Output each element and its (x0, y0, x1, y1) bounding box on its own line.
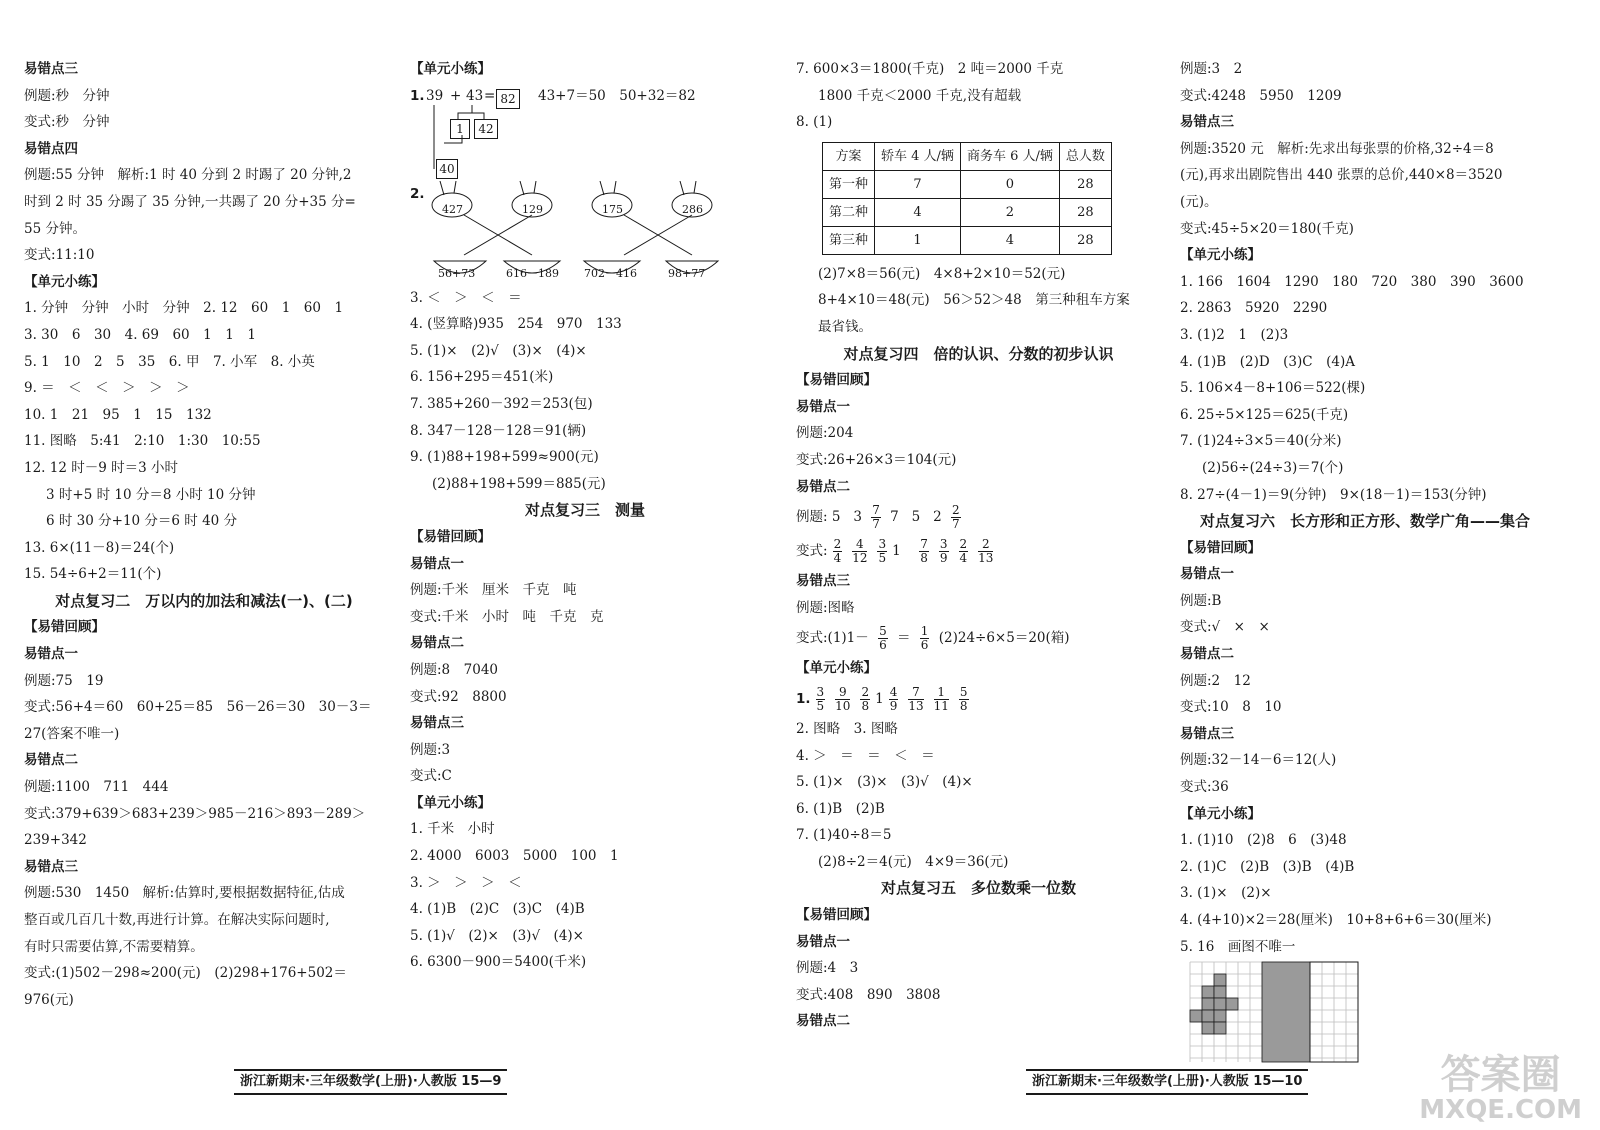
answer-line: 15. 54÷6+2＝11(个) (24, 566, 162, 583)
answer-line: 例题:2 12 (1180, 672, 1251, 689)
answer-column-4 (1180, 56, 1550, 1070)
section-heading: 易错点三 (1180, 114, 1234, 131)
answer-line: (2)7×8＝56(元) 4×8+2×10＝52(元) (818, 265, 1066, 282)
answer-line: 6. 156+295＝451(米) (410, 369, 554, 386)
answer-line: 5. 16 画图不唯一 (1180, 938, 1296, 955)
fraction: $\frac{5}{6}$ (879, 624, 887, 653)
section-heading: 【单元小练】 (796, 660, 877, 677)
question-number: 2. (410, 185, 425, 202)
answer-line: 6. (1)B (2)B (796, 800, 885, 817)
answer-line: 变式:C (410, 768, 452, 785)
section-heading: 易错点一 (1180, 566, 1234, 583)
table-cell: 28 (1059, 226, 1111, 254)
answer-column-3 (796, 56, 1161, 1035)
answer-line: 变式:26+26×3＝104(元) (796, 451, 957, 468)
answer-line: 例题:8 7040 (410, 661, 498, 678)
section-heading: 易错点一 (24, 646, 78, 663)
addend-b: 43 (466, 87, 484, 104)
table-cell: 28 (1059, 198, 1111, 226)
question-number: 1. (796, 690, 811, 707)
answer-line: 变式:408 890 3808 (796, 986, 941, 1003)
step-box-3: 40 (436, 159, 458, 179)
bunny-label-2: 129 (522, 202, 543, 216)
step-box-2: 42 (474, 119, 498, 139)
section-heading: 易错点一 (796, 933, 850, 950)
equals-sign: ＝ (897, 630, 911, 647)
unit-fractions-line (796, 682, 1161, 716)
table-row (823, 198, 1112, 226)
answer-value: 5 (831, 509, 841, 526)
carrot-label-1: 56+73 (438, 266, 476, 280)
answer-line: (元)。 (1180, 193, 1218, 210)
table-cell: 第三种 (823, 226, 875, 254)
answer-line: 变式:56+4＝60 60+25＝85 56－26＝30 30－3＝ (24, 699, 372, 716)
answer-column-1 (24, 56, 384, 1013)
variant-fractions-line (796, 534, 1161, 568)
section-heading: 【易错回顾】 (24, 619, 105, 636)
section-heading: 【单元小练】 (1180, 805, 1261, 822)
answer-line: 7. 600×3＝1800(千克) 2 吨＝2000 千克 (796, 61, 1064, 77)
answer-line: 9. (1)88+198+599≈900(元) (410, 449, 599, 466)
fraction: $\frac{7}{8}$ (920, 537, 928, 566)
answer-line: 6 时 30 分+10 分＝6 时 40 分 (46, 513, 238, 530)
answer-line: 8. 27÷(4－1)＝9(分钟) 9×(18－1)＝153(分钟) (1180, 486, 1487, 503)
example-label: 例题: (796, 509, 828, 526)
answer-line: 6. 6300－900＝5400(千米) (410, 954, 587, 971)
fraction: $\frac{4}{9}$ (889, 684, 898, 713)
answer-line: 3 时+5 时 10 分＝8 小时 10 分钟 (46, 486, 256, 503)
section-heading: 易错点三 (24, 858, 78, 875)
answer-line: 8+4×10＝48(元) 56＞52＞48 第三种租车方案 (818, 292, 1130, 309)
answer-column-2 (410, 56, 760, 976)
answer-line: 时到 2 时 35 分踢了 35 分钟,一共踢了 20 分+35 分= (24, 193, 356, 210)
answer-line: 8. (1) (796, 114, 833, 131)
answer-line: 7. (1)40÷8＝5 (796, 827, 892, 844)
step-box-1: 1 (450, 119, 470, 139)
answer-line: 11. 图略 5:41 2:10 1:30 10:55 (24, 433, 261, 450)
answer-line: 变式:10 8 10 (1180, 699, 1282, 716)
answer-line: 3. ＞ ＞ ＞ ＜ (410, 874, 522, 891)
answer-line: 2. 2863 5920 2290 (1180, 300, 1328, 317)
section-heading: 【易错回顾】 (410, 528, 491, 545)
answer-line: 10. 1 21 95 1 15 132 (24, 406, 212, 423)
answer-line: 4. ＞ ＝ ＝ ＜ ＝ (796, 747, 935, 764)
fraction: $\frac{7}{13}$ (908, 684, 924, 713)
table-cell: 第二种 (823, 198, 875, 226)
bunny-matching-figure (410, 181, 760, 285)
plus-sign: + (450, 87, 462, 104)
section-heading: 【易错回顾】 (796, 372, 877, 389)
table-header-cell: 轿车 4 人/辆 (875, 142, 961, 170)
answer-line: 变式:秒 分钟 (24, 114, 110, 131)
answer-line: 例题:3 (410, 741, 451, 758)
answer-line: 976(元) (24, 991, 74, 1008)
table-cell: 4 (875, 198, 961, 226)
section-heading: 易错点一 (410, 555, 464, 572)
answer-line: 27(答案不唯一) (24, 725, 120, 742)
answer-line: 1. 分钟 分钟 小时 分钟 2. 12 60 1 60 1 (24, 300, 344, 317)
section-title: 对点复习五 多位数乘一位数 (880, 879, 1076, 898)
section-heading: 易错点二 (24, 752, 78, 769)
answer-line: 5. 1 10 2 5 35 6. 甲 7. 小军 8. 小英 (24, 353, 315, 370)
section-heading: 易错点四 (24, 140, 78, 157)
section-heading: 易错点三 (1180, 725, 1234, 742)
fraction: $\frac{2}{13}$ (978, 537, 994, 566)
answer-line: 例题:1100 711 444 (24, 779, 169, 796)
watermark-logo-text: 答案圈 (1440, 1052, 1561, 1098)
answer-line: 8. 347－128－128＝91(辆) (410, 422, 587, 439)
fraction: $\frac{2}{7}$ (951, 503, 960, 532)
fraction: $\frac{2}{4}$ (833, 537, 842, 566)
answer-line: 变式:千米 小时 吨 千克 克 (410, 608, 604, 625)
answer-line: 2. 图略 3. 图略 (796, 720, 898, 737)
answer-value: 5 (911, 509, 921, 526)
answer-line: 13. 6×(11－8)＝24(个) (24, 539, 175, 556)
answer-line: 1. 166 1604 1290 180 720 380 390 3600 (1180, 273, 1524, 290)
section-title: 对点复习四 倍的认识、分数的初步认识 (843, 344, 1114, 363)
answer-line: 3. ＜ ＞ ＜ ＝ (410, 289, 522, 306)
table-cell: 7 (875, 170, 961, 198)
fraction: $\frac{3}{5}$ (816, 684, 825, 713)
addend-a: 39 (426, 87, 444, 104)
answer-line: 55 分钟。 (24, 220, 86, 237)
answer-line: 239+342 (24, 832, 87, 849)
answer-line: 2. 4000 6003 5000 100 1 (410, 848, 619, 865)
answer-line: (2)56÷(24÷3)＝7(个) (1202, 459, 1344, 476)
question-number: 1. (410, 87, 425, 104)
section-heading: 易错点二 (1180, 646, 1234, 663)
answer-line: 变式:11:10 (24, 247, 95, 264)
answer-line: 7. (1)24÷3×5＝40(分米) (1180, 433, 1342, 450)
fraction: $\frac{3}{9}$ (939, 537, 948, 566)
table-header-cell: 总人数 (1059, 142, 1111, 170)
section-heading: 易错点三 (24, 61, 78, 77)
answer-line: (元),再求出剧院售出 440 张票的总价,440×8＝3520 (1180, 167, 1503, 184)
variant-text: (2)24÷6×5＝20(箱) (938, 630, 1070, 647)
table-cell: 4 (960, 226, 1059, 254)
fraction: $\frac{4}{12}$ (852, 537, 868, 566)
bunny-label-4: 286 (682, 202, 703, 216)
answer-line: 3. (1)× (2)× (1180, 885, 1272, 902)
answer-line: 1800 千克＜2000 千克,没有超载 (818, 87, 1022, 104)
site-watermark (1419, 1054, 1582, 1124)
section-title: 对点复习三 测量 (524, 501, 645, 520)
table-cell: 第一种 (823, 170, 875, 198)
section-title: 对点复习二 万以内的加法和减法(一)、(二) (55, 591, 353, 610)
answer-line: 有时只需要估算,不需要精算。 (24, 938, 204, 955)
section-heading: 【单元小练】 (410, 794, 491, 811)
fraction: $\frac{2}{4}$ (959, 537, 968, 566)
answer-line: 例题:530 1450 解析:估算时,要根据数据特征,估成 (24, 885, 345, 902)
watermark-url: MXQE.COM (1419, 1095, 1582, 1125)
answer-value: 1 (892, 543, 901, 560)
answer-line: 例题:3 2 (1180, 61, 1243, 77)
answer-line: 4. (竖算略)935 254 970 133 (410, 316, 622, 333)
table-row (823, 170, 1112, 198)
answer-line: 6. 25÷5×125＝625(千克) (1180, 406, 1349, 423)
answer-line: 变式:(1)502－298≈200(元) (2)298+176+502＝ (24, 965, 347, 982)
variant-label: 变式:(1)1－ (796, 630, 869, 647)
fraction: $\frac{9}{10}$ (835, 684, 851, 713)
carrot-label-3: 702－416 (584, 266, 637, 280)
answer-line: 3. 30 6 30 4. 69 60 1 1 1 (24, 326, 256, 343)
answer-line: 12. 12 时－9 时＝3 小时 (24, 459, 178, 476)
equals-sign: = (484, 87, 496, 104)
answer-line: 例题:千米 厘米 千克 吨 (410, 582, 577, 599)
section-heading: 易错点三 (410, 715, 464, 732)
answer-line: 4. (4+10)×2＝28(厘米) 10+8+6+6＝30(厘米) (1180, 912, 1492, 928)
answer-line: 变式:45÷5×20＝180(千克) (1180, 220, 1354, 237)
fraction: $\frac{1}{6}$ (920, 624, 929, 653)
fraction: $\frac{7}{7}$ (872, 503, 880, 532)
table-header-cell: 方案 (823, 142, 875, 170)
table-cell: 0 (960, 170, 1059, 198)
answer-line: 5. (1)× (2)√ (3)× (4)× (410, 342, 587, 359)
section-heading: 【易错回顾】 (796, 907, 877, 924)
bunny-label-1: 427 (442, 202, 463, 216)
result-box: 82 (496, 89, 520, 109)
page-footer-right: 浙江新期末·三年级数学(上册)·人教版 15—10 (1026, 1069, 1308, 1095)
example-line: 例题:图略 (796, 599, 855, 616)
grid-figure (1180, 960, 1370, 1070)
fraction: $\frac{5}{8}$ (959, 684, 968, 713)
table-cell: 28 (1059, 170, 1111, 198)
answer-line: 4. (1)B (2)D (3)C (4)A (1180, 353, 1355, 370)
answer-line: 5. 106×4－8+106＝522(棵) (1180, 380, 1366, 397)
bunny-label-3: 175 (602, 202, 623, 216)
variant-label: 变式: (796, 543, 828, 560)
fraction: $\frac{2}{8}$ (861, 684, 870, 713)
answer-line: 例题:32－14－6＝12(人) (1180, 752, 1337, 769)
carrot-label-4: 98+77 (668, 266, 706, 280)
answer-line: 5. (1)× (3)× (3)√ (4)× (796, 774, 973, 791)
section-heading: 易错点二 (796, 1013, 850, 1030)
answer-line: 1. 千米 小时 (410, 821, 495, 838)
answer-value: 3 (853, 509, 862, 526)
answer-value: 7 (890, 509, 899, 526)
carrot-label-2: 616－189 (506, 266, 559, 280)
section-heading: 【单元小练】 (410, 61, 491, 77)
answer-line: 例题:3520 元 解析:先求出每张票的价格,32÷4＝8 (1180, 140, 1494, 157)
rental-plan-table (822, 142, 1112, 255)
table-cell: 1 (875, 226, 961, 254)
step-equations: 43+7＝50 50+32＝82 (538, 87, 696, 104)
answer-value: 2 (933, 509, 942, 526)
answer-value: 1 (875, 690, 884, 707)
fraction: $\frac{3}{5}$ (878, 537, 887, 566)
answer-line: 变式:36 (1180, 779, 1229, 796)
answer-line: 7. 385+260－392＝253(包) (410, 395, 593, 412)
answer-line: 变式:379+639＞683+239＞985－216＞893－289＞ (24, 805, 366, 822)
example-fractions-line (796, 500, 1161, 534)
section-heading: 易错点一 (796, 398, 850, 415)
answer-line: 1. (1)10 (2)8 6 (3)48 (1180, 832, 1347, 849)
section-title: 对点复习六 长方形和正方形、数学广角——集合 (1199, 512, 1530, 531)
table-header-cell: 商务车 6 人/辆 (960, 142, 1059, 170)
section-heading: 【易错回顾】 (1180, 539, 1261, 556)
answer-line: 例题:4 3 (796, 960, 859, 977)
section-heading: 【单元小练】 (24, 273, 105, 290)
answer-line: 变式:√ × × (1180, 619, 1270, 636)
answer-line: 3. (1)2 1 (2)3 (1180, 326, 1289, 343)
answer-line: 例题:204 (796, 425, 854, 442)
fraction: $\frac{1}{11}$ (933, 684, 949, 713)
table-row (823, 226, 1112, 254)
section-heading: 【单元小练】 (1180, 247, 1261, 264)
addition-diagram (410, 83, 760, 181)
page-footer-left: 浙江新期末·三年级数学(上册)·人教版 15—9 (234, 1069, 507, 1095)
answer-line: 9. ＝ ＜ ＜ ＞ ＞ ＞ (24, 380, 190, 397)
error-point-heading: 易错点三 (796, 573, 850, 590)
answer-line: 例题:55 分钟 解析:1 时 40 分到 2 时踢了 20 分钟,2 (24, 167, 352, 184)
table-cell: 2 (960, 198, 1059, 226)
answer-line: 4. (1)B (2)C (3)C (4)B (410, 901, 585, 918)
variant-line (796, 621, 1161, 655)
answer-line: (2)8÷2＝4(元) 4×9＝36(元) (818, 853, 1009, 870)
section-heading: 易错点二 (796, 478, 850, 495)
answer-line: 变式:4248 5950 1209 (1180, 87, 1342, 104)
answer-line: 整百或几百几十数,再进行计算。在解决实际问题时, (24, 912, 330, 928)
answer-line: (2)88+198+599＝885(元) (432, 475, 606, 492)
answer-line: 例题:75 19 (24, 672, 104, 689)
answer-line: 变式:92 8800 (410, 688, 507, 705)
answer-line: 2. (1)C (2)B (3)B (4)B (1180, 858, 1355, 875)
answer-line: 例题:秒 分钟 (24, 87, 110, 104)
answer-line: 例题:B (1180, 592, 1222, 609)
section-heading: 易错点二 (410, 635, 464, 652)
answer-line: 最省钱。 (818, 318, 872, 335)
answer-line: 5. (1)√ (2)× (3)√ (4)× (410, 927, 584, 944)
